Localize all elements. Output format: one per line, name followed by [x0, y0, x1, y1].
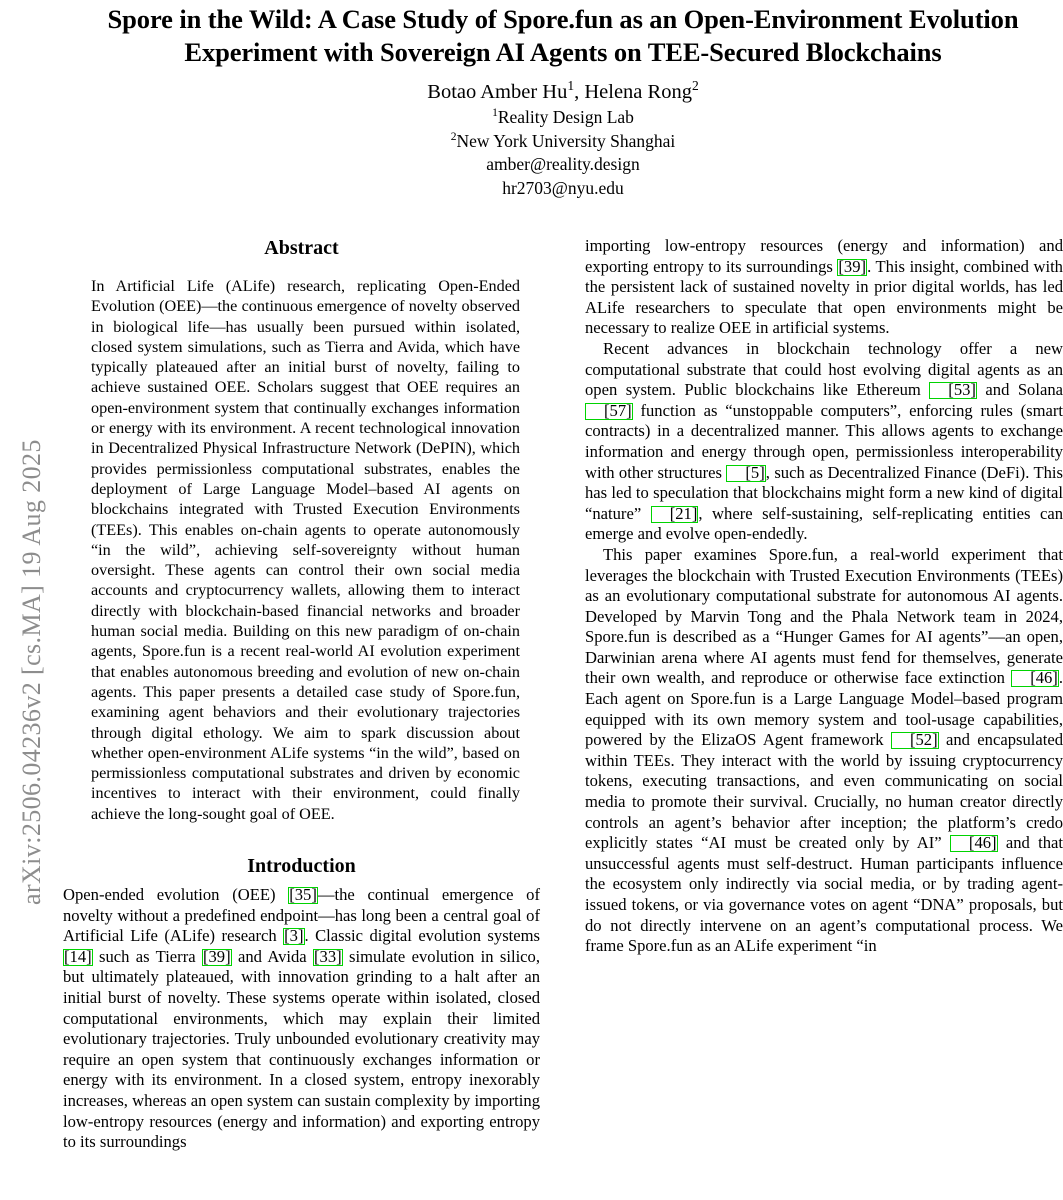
text-run: such as Tierra: [92, 946, 202, 966]
text-run: —the continual emergence of novelty without a predefined endpoint—has long been a central goal of Artificial Life (ALife) research: [63, 885, 540, 946]
text-run: and that unsuccessful agents must self-destruct. Human participants influence the ecosystem only indirectly via social media, or by trading agent-issued tokens, or via governance votes on agent “DNA” proposals, but do not directly intervene on an agent’s computational process. We frame Spore.fun as an ALife experiment “in: [585, 833, 1063, 956]
abstract-heading: Abstract: [264, 237, 339, 259]
text-run: function as “unstoppable computers”, enforcing rules (smart contracts) in a decentralized manner. This allows agents to exchange information and energy through open, permissionless interoperability with other structures: [585, 400, 1063, 482]
citation-53[interactable]: [929, 382, 977, 399]
citation-label: [5]: [745, 462, 765, 482]
citation-3[interactable]: [283, 928, 304, 945]
citation-46[interactable]: [1011, 670, 1059, 687]
text-run: . Classic digital evolution systems: [304, 926, 540, 946]
affiliation-1-text: Reality Design Lab: [497, 107, 634, 127]
intro-paragraph-1-continued: [585, 236, 1063, 339]
intro-paragraph-2: [585, 339, 1063, 545]
citation-label: [46]: [1030, 668, 1058, 688]
column-right: [585, 236, 1063, 957]
text-run: , where self-sustaining, self-replicating entities can emerge and evolve open-endedly.: [585, 503, 1063, 544]
citation-21[interactable]: [651, 503, 699, 523]
citation-label: [14]: [64, 946, 92, 966]
affiliation-1-marker: 1: [492, 107, 498, 120]
title-line-2: Experiment with Sovereign AI Agents on TEE-Secured Blockchains: [184, 37, 942, 67]
author-1: Botao Amber Hu: [427, 81, 568, 103]
citation-label: [35]: [289, 885, 317, 905]
abstract-text: In Artificial Life (ALife) research, replicating Open-Ended Evolution (OEE)—the continuous emergence of novelty observed in biological life—has usually been pursued within isolated, closed system simulations, such as Tierra and Avida, which have typically plateaued after an initial burst of novelty, failing to achieve sustained OEE. Scholars suggest that OEE requires an open-environment system that continually exchanges information or energy with its environment. A recent technological innovation in Decentralized Physical Infrastructure Network (DePIN), which provides permissionless computational substrates, enables the deployment of Large Language Model–based AI agents on blockchains integrated with Trusted Execution Environments (TEEs). This enables on-chain agents to operate autonomously “in the wild”, achieving self-sovereignty without human oversight. These agents can control their own social media accounts and cryptocurrency wallets, allowing them to interact directly with blockchain-based financial networks and broader human social media. Building on this new paradigm of on-chain agents, Spore.fun is a recent real-world AI evolution experiment that enables autonomous breeding and evolution of new on-chain agents. This paper presents a detailed case study of Spore.fun, examining agent behaviors and their evolutionary trajectories through digital ethology. We aim to spark discussion about whether open-environment ALife systems “in the wild”, based on permissionless computational substrates and driven by economic incentives to interact with their environment, could finally achieve the long-sought goal of OEE.: [91, 277, 520, 823]
author-names: [63, 78, 1063, 106]
text-run: Open-ended evolution (OEE): [63, 885, 289, 905]
author-2-affil-marker: 2: [691, 78, 699, 94]
citation-label: [57]: [604, 400, 632, 420]
affiliation-1: [63, 106, 1063, 130]
title-line-1: Spore in the Wild: A Case Study of Spore.fun as an Open-Environment Evolution: [107, 4, 1019, 34]
citation-5[interactable]: [726, 462, 765, 482]
intro-paragraph-3: [585, 545, 1063, 957]
citation-label: [21]: [669, 503, 698, 523]
introduction-heading: Introduction: [247, 855, 356, 878]
citation-46b[interactable]: [950, 835, 998, 852]
arxiv-stamp: arXiv:2506.04236v2 [cs.MA] 19 Aug 2025: [17, 439, 46, 905]
email-2: hr2703@nyu.edu: [502, 177, 624, 198]
text-run: importing low-entropy resources (energy and information) and exporting entropy to its surroundings: [585, 236, 1063, 276]
citation-label: [52]: [909, 730, 938, 750]
intro-paragraph-1: [63, 885, 540, 1153]
author-block: [63, 78, 1063, 200]
column-left: [63, 236, 540, 1153]
citation-label: [39]: [838, 256, 867, 276]
text-run: and Solana: [976, 380, 1063, 400]
text-run: . Each agent on Spore.fun is a Large Language Model–based program equipped with its own memory system and tool-usage capabilities, powered by the ElizaOS Agent framework: [585, 668, 1063, 750]
citation-label: [39]: [202, 946, 231, 966]
affiliation-2-marker: 2: [450, 130, 457, 143]
author-2: , Helena Rong: [574, 81, 692, 103]
citation-39-continued[interactable]: [837, 256, 867, 276]
citation-14[interactable]: [63, 946, 93, 966]
affiliation-2-text: New York University Shanghai: [456, 130, 676, 151]
citation-57[interactable]: [585, 400, 633, 420]
text-run: simulate evolution in silico, but ultimately plateaued, with innovation grinding to a halt after an initial burst of novelty. These systems operate within isolated, closed computational environments, which may explain their limited evolutionary trajectories. Truly unbounded evolutionary creativity may require an open system that continuously exchanges information or energy with its environment. In a closed system, entropy inexorably increases, whereas an open system can sustain complexity by importing low-entropy resources (energy and information) and exporting entropy to its surroundings: [63, 946, 540, 1152]
text-run: and encapsulated within TEEs. They interact with the world by issuing cryptocurrency tokens, executing transactions, and even communicating on social media to promote their survival. Crucially, no human creator directly controls an agent’s behavior after inception; the platform’s credo explicitly states “AI must be created only by AI”: [585, 730, 1063, 853]
citation-label: [33]: [314, 946, 342, 966]
text-run: , such as Decentralized Finance (DeFi). This has led to speculation that blockchains might form a new kind of digital “nature”: [585, 462, 1063, 523]
text-run: Recent advances in blockchain technology offer a new computational substrate that could host evolving digital agents as an open system. Public blockchains like Ethereum: [585, 338, 1063, 400]
citation-label: [3]: [284, 926, 304, 946]
citation-label: [53]: [948, 380, 976, 400]
citation-39[interactable]: [202, 946, 232, 966]
citation-33[interactable]: [313, 946, 343, 966]
text-run: . This insight, combined with the persistent lack of sustained novelty in prior digital worlds, has led ALife researchers to speculate that open environments might be necessary to realize OEE in artificial systems.: [585, 256, 1063, 338]
citation-52[interactable]: [891, 732, 939, 749]
page-title: [63, 3, 1063, 69]
author-1-affil-marker: 1: [567, 78, 575, 94]
affiliation-2: [63, 130, 1063, 154]
text-run: and Avida: [231, 946, 314, 966]
citation-label: [46]: [968, 833, 997, 853]
email-1: amber@reality.design: [486, 154, 640, 174]
citation-35[interactable]: [288, 887, 318, 904]
text-run: This paper examines Spore.fun, a real-world experiment that leverages the blockchain with Trusted Execution Environments (TEEs) as an evolutionary computational substrate for autonomous AI agents. Developed by Marvin Tong and the Phala Network team in 2024, Spore.fun is described as a “Hunger Games for AI agents”—an open, Darwinian arena where AI agents must fend for themselves, generate their own wealth, and reproduce or otherwise face extinction: [585, 544, 1063, 688]
